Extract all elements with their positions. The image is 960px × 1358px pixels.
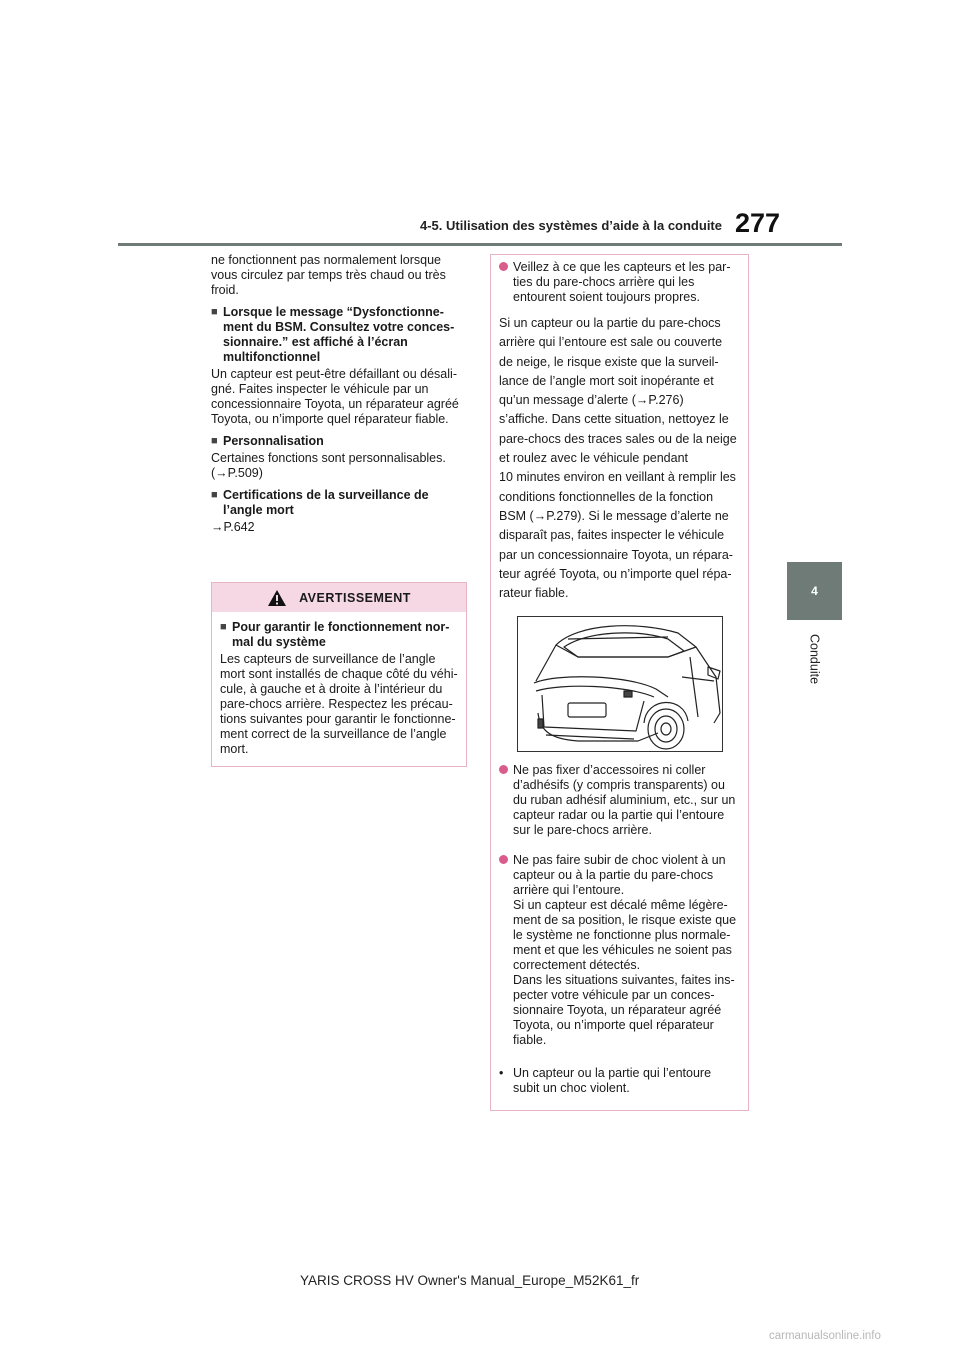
heading-text: Pour garantir le fonctionnement nor- mal du système	[232, 620, 450, 649]
sub-bullet-marker: •	[499, 1066, 504, 1080]
heading-text: Lorsque le message “Dysfonctionne- ment du BSM. Consultez votre conces- sionnaire.” est affiché à l’écran multifonctionnel	[223, 305, 455, 364]
rear-bumper-illustration	[517, 616, 723, 752]
paragraph-line: et roulez avec le véhicule pendant	[499, 451, 689, 466]
bullet-text-part: Dans les situations suivantes, faites ins- pecter votre véhicule par un conces- sionnaire Toyota, un réparateur agréé Toyota, ou n’importe quel réparateur fiable.	[513, 973, 735, 1047]
warning-text: Les capteurs de surveillance de l’angle mort sont installés de chaque côté du véhi- cule, à gauche et à droite à l’intérieur du pare-chocs arrière. Respectez les précau- tions suivantes pour garantir le fonctionne- ment correct de la surveillance de l’angle mort.	[220, 652, 458, 756]
heading-text: Personnalisation	[223, 434, 324, 448]
bullet-text-part: Si un capteur est décalé même légère- ment de sa position, le risque existe que le système ne fonctionne plus normale- ment et que les véhicules ne soient pas correctement détectés.	[513, 898, 737, 972]
left-column	[211, 253, 469, 542]
heading-text: Certifications de la surveillance de l’angle mort	[223, 488, 429, 517]
bullet-text: Ne pas fixer d’accessoires ni coller d’adhésifs (y compris transparents) ou du ruban adhésif aluminium, etc., sur un capteur radar ou la partie qui l’entoure sur le pare-chocs arrière.	[513, 763, 736, 837]
bullet-no-accessories	[499, 763, 740, 838]
header-rule	[118, 243, 842, 246]
bullet-clean-sensors	[499, 260, 740, 305]
section-heading-personnalisation	[211, 434, 469, 449]
bullet-dot-icon	[499, 853, 513, 1048]
paragraph-line: rateur fiable.	[499, 586, 569, 601]
paragraph-line: s’affiche. Dans cette situation, nettoyez le	[499, 412, 729, 427]
square-bullet-icon: ■	[211, 435, 218, 447]
paragraph-line: qu’un message d’alerte (→P.276)	[499, 393, 684, 408]
section-heading-bsm-message	[211, 305, 469, 365]
paragraph-line: lance de l’angle mort soit inopérante et	[499, 373, 714, 388]
section-body-bsm-message: Un capteur est peut-être défaillant ou désali- gné. Faites inspecter le véhicule par un concessionnaire Toyota, un réparateur agréé Toyota, ou n’importe quel réparateur fiable.	[211, 367, 459, 426]
paragraph-line: conditions fonctionnelles de la fonction	[499, 489, 714, 504]
paragraph-line: teur agréé Toyota, ou n’importe quel répa-	[499, 566, 732, 581]
manual-footer: YARIS CROSS HV Owner's Manual_Europe_M52K61_fr	[300, 1273, 640, 1288]
chapter-label-container	[787, 628, 842, 690]
paragraph-line: 10 minutes environ en veillant à remplir les	[499, 470, 736, 485]
warning-body	[212, 612, 466, 757]
section-body-personnalisation: Certaines fonctions sont personnalisables. (→P.509)	[211, 451, 446, 480]
section-title: 4-5. Utilisation des systèmes d’aide à la conduite	[420, 218, 722, 233]
section-heading-certifications	[211, 488, 469, 518]
paragraph-line: par un concessionnaire Toyota, un répara-	[499, 547, 733, 562]
bullet-no-shock	[499, 853, 740, 1048]
chapter-number: 4	[811, 584, 818, 598]
watermark: carmanualsonline.info	[769, 1330, 881, 1342]
intro-paragraph: ne fonctionnent pas normalement lorsque vous circulez par temps très chaud ou très froid.	[211, 253, 446, 297]
warning-triangle-icon	[267, 589, 287, 607]
sub-bullet-shock	[499, 1066, 740, 1096]
car-rear-drawing	[518, 617, 722, 751]
paragraph-line: Si un capteur ou la partie du pare-chocs	[499, 316, 721, 330]
paragraph-line: de neige, le risque existe que la surveil-	[499, 354, 719, 369]
section-body-certifications: →P.642	[211, 520, 255, 534]
chapter-tab	[787, 562, 842, 620]
paragraph-line: pare-chocs des traces sales ou de la neige	[499, 431, 737, 446]
warning-title: AVERTISSEMENT	[299, 590, 411, 605]
warning-header	[212, 583, 466, 612]
page-number: 277	[735, 208, 781, 238]
cleaning-paragraph	[499, 314, 744, 603]
paragraph-line: arrière qui l’entoure est sale ou couverte	[499, 335, 723, 350]
bullet-dot-icon	[499, 763, 513, 838]
paragraph-line: BSM (→P.279). Si le message d’alerte ne	[499, 508, 729, 523]
warning-box	[211, 582, 467, 767]
square-bullet-icon: ■	[211, 489, 218, 501]
bullet-text-part: Ne pas faire subir de choc violent à un capteur ou à la partie du pare-chocs arrière qui l’entoure.	[513, 853, 726, 897]
square-bullet-icon: ■	[211, 306, 218, 318]
bullet-dot-icon	[499, 260, 513, 305]
bullet-text: Veillez à ce que les capteurs et les par- ties du pare-chocs arrière qui les entourent soient toujours propres.	[513, 260, 731, 304]
warning-heading	[220, 620, 458, 650]
sub-bullet-text: Un capteur ou la partie qui l’entoure subit un choc violent.	[513, 1066, 712, 1095]
chapter-label: Conduite	[807, 633, 822, 685]
square-bullet-icon: ■	[220, 621, 227, 633]
paragraph-line: disparaît pas, faites inspecter le véhicule	[499, 528, 725, 543]
